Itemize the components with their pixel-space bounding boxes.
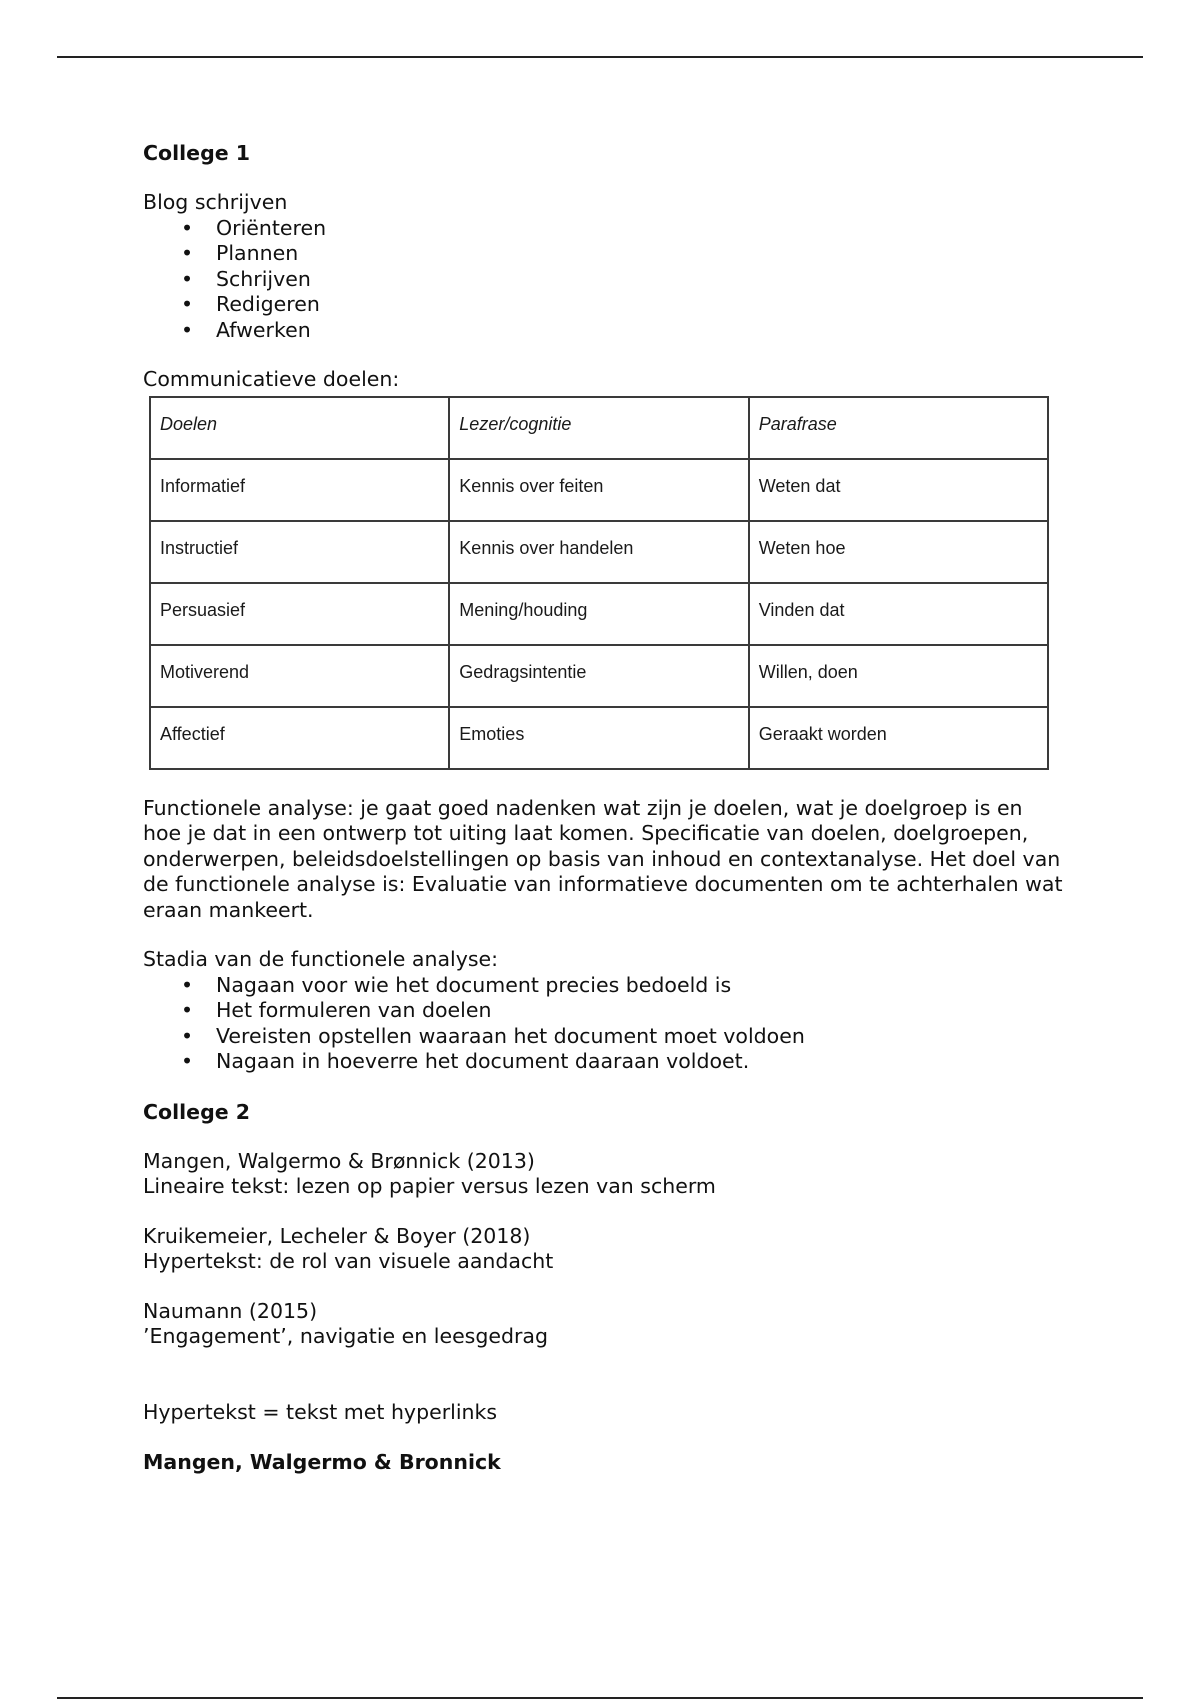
table-cell: Persuasief — [150, 583, 449, 645]
table-row — [150, 707, 1048, 769]
table-row — [150, 459, 1048, 521]
bottom-rule — [57, 1697, 1143, 1699]
list-item: • Het formuleren van doelen — [181, 998, 492, 1022]
table-cell: Weten hoe — [749, 521, 1048, 583]
functional-analysis-paragraph: Functionele analyse: je gaat goed nadenken wat zijn je doelen, wat je doelgroep is en hoe je dat in een ontwerp tot uiting laat komen. Specificatie van doelen, doelgroepen, onderwerpen, beleidsdoelstellingen op basis van inhoud en contextanalyse. Het doel van de functionele analyse is: Evaluatie van informatieve documenten om te achterhalen wat eraan mankeert. — [143, 795, 1063, 922]
table-cell: Instructief — [150, 521, 449, 583]
table-cell: Vinden dat — [749, 583, 1048, 645]
table-cell: Geraakt worden — [749, 707, 1048, 769]
table-cell: Mening/houding — [449, 583, 748, 645]
reference-topic: Hypertekst: de rol van visuele aandacht — [143, 1249, 554, 1273]
column-header: Doelen — [150, 397, 449, 459]
table-row — [150, 521, 1048, 583]
bullet-icon: • — [181, 972, 194, 997]
top-rule — [57, 56, 1143, 58]
mangen-subheading: Mangen, Walgermo & Bronnick — [143, 1450, 501, 1474]
reference-author: Mangen, Walgermo & Brønnick (2013) — [143, 1148, 535, 1173]
table-cell: Gedragsintentie — [449, 645, 748, 707]
column-header: Lezer/cognitie — [449, 397, 748, 459]
bullet-icon: • — [181, 998, 194, 1022]
reference-topic: ’Engagement’, navigatie en leesgedrag — [143, 1324, 549, 1348]
blog-steps-list — [143, 216, 1063, 344]
bullet-icon: • — [181, 1049, 194, 1073]
list-item: • Vereisten opstellen waaraan het document moet voldoen — [181, 1023, 805, 1048]
table-cell: Motiverend — [150, 645, 449, 707]
table-cell: Weten dat — [749, 459, 1048, 521]
table-row — [150, 645, 1048, 707]
reference-author: Naumann (2015) — [143, 1298, 318, 1323]
college-2-heading: College 2 — [143, 1099, 251, 1124]
bullet-icon: • — [181, 1023, 194, 1048]
bullet-icon: • — [181, 241, 194, 265]
list-item: • Nagaan voor wie het document precies bedoeld is — [181, 972, 732, 997]
table-cell: Willen, doen — [749, 645, 1048, 707]
list-item: • Schrijven — [181, 266, 311, 291]
table-row — [150, 583, 1048, 645]
document-page — [143, 140, 1063, 1475]
bullet-icon: • — [181, 215, 194, 240]
bullet-icon: • — [181, 292, 194, 316]
stages-title: Stadia van de functionele analyse: — [143, 947, 499, 971]
table-cell: Emoties — [449, 707, 748, 769]
table-cell: Kennis over feiten — [449, 459, 748, 521]
list-item: • Redigeren — [181, 292, 320, 316]
reference-topic: Lineaire tekst: lezen op papier versus lezen van scherm — [143, 1174, 716, 1198]
list-item: • Oriënteren — [181, 215, 327, 240]
college-1-heading: College 1 — [143, 141, 251, 165]
table-cell: Affectief — [150, 707, 449, 769]
bullet-icon: • — [181, 317, 194, 342]
hypertext-definition: Hypertekst = tekst met hyperlinks — [143, 1399, 498, 1424]
goals-intro: Communicatieve doelen: — [143, 367, 400, 391]
communicative-goals-table — [149, 396, 1049, 770]
table-header-row — [150, 397, 1048, 459]
reference-author: Kruikemeier, Lecheler & Boyer (2018) — [143, 1223, 531, 1248]
stages-list — [143, 973, 1063, 1075]
blog-title: Blog schrijven — [143, 190, 288, 214]
column-header: Parafrase — [749, 397, 1048, 459]
list-item: • Afwerken — [181, 317, 311, 342]
table-cell: Informatief — [150, 459, 449, 521]
bullet-icon: • — [181, 266, 194, 291]
list-item: • Plannen — [181, 241, 299, 265]
table-cell: Kennis over handelen — [449, 521, 748, 583]
list-item: • Nagaan in hoeverre het document daaraan voldoet. — [181, 1049, 750, 1073]
